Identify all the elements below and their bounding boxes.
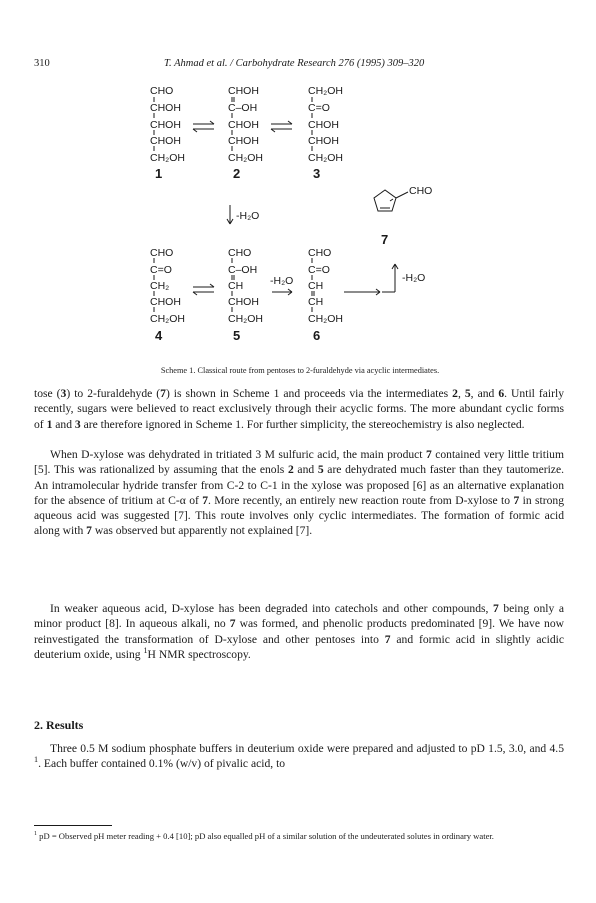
compound-label-7: 7 (381, 232, 389, 247)
c4-line-4: CHOH (150, 296, 181, 308)
reaction-scheme (0, 80, 596, 365)
compound-1 (150, 85, 185, 181)
compound-label-3: 3 (313, 166, 321, 181)
c1-line-4: CHOH (150, 135, 181, 147)
compound-3 (308, 85, 343, 181)
c6-line-1: CHO (308, 247, 332, 259)
c6-line-5: CH₂OH (308, 313, 343, 325)
paragraph-2: When D-xylose was dehydrated in tritiated 3 M sulfuric acid, the main product 7 contained very little tritium [5]. This was rationalized by assuming that the enols 2 and 5 are dehydrated much faster than they tautomerize. An intramolecular hydride transfer from C-2 to C-1 in the xylose was proposed [6] as an alternative explanation for the absence of tritium at C-α of 7. More recently, an entirely new reaction route from D-xylose to 7 in strong aqueous acid was suggested [7]. This route involves only cyclic intermediates. The formation of formic acid along with 7 was observed but apparently not explained [7]. (34, 448, 564, 538)
c7-substituent: CHO (409, 185, 433, 197)
c3-line-1: CH₂OH (308, 85, 343, 97)
c2-line-1: CHOH (228, 85, 259, 97)
c5-line-3: CH (228, 280, 244, 292)
c2-line-5: CH₂OH (228, 152, 263, 164)
c5-line-1: CHO (228, 247, 252, 259)
c5-line-2: C–OH (228, 264, 258, 276)
minus-water-label-down: -H₂O (236, 210, 260, 222)
c5-line-5: CH₂OH (228, 313, 263, 325)
c2-line-2: C–OH (228, 102, 258, 114)
footnote-rule (34, 825, 112, 826)
compound-4 (150, 247, 185, 343)
compound-7 (381, 185, 432, 247)
compound-label-2: 2 (233, 166, 241, 181)
scheme-caption: Scheme 1. Classical route from pentoses to 2-furaldehyde via acyclic intermediates. (160, 366, 440, 375)
c5-line-4: CHOH (228, 296, 259, 308)
c3-line-3: CHOH (308, 119, 339, 131)
c3-line-5: CH₂OH (308, 152, 343, 164)
c6-line-4: CH (308, 296, 324, 308)
c6-line-2: C=O (308, 264, 330, 276)
minus-water-label-right: -H₂O (270, 275, 294, 287)
compound-6 (308, 247, 343, 343)
c1-line-5: CH₂OH (150, 152, 185, 164)
c1-line-3: CHOH (150, 119, 181, 131)
c2-line-3: CHOH (228, 119, 259, 131)
c4-line-1: CHO (150, 247, 174, 259)
compound-label-5: 5 (233, 328, 241, 343)
c3-line-2: C=O (308, 102, 330, 114)
paragraph-4: Three 0.5 M sodium phosphate buffers in deuterium oxide were prepared and adjusted to pD 1.5, 3.0, and 4.5 $^1$. Each buffer contained 0.1% (w/v) of pivalic acid, to (34, 742, 564, 771)
c4-line-3: CH₂ (150, 280, 170, 292)
c1-line-2: CHOH (150, 102, 181, 114)
c6-line-3: CH (308, 280, 324, 292)
compound-label-1: 1 (155, 166, 163, 181)
page-number: 310 (34, 58, 50, 69)
compound-label-6: 6 (313, 328, 321, 343)
minus-water-label-up: -H₂O (402, 272, 426, 284)
c4-line-5: CH₂OH (150, 313, 185, 325)
footnote-text: pD = Observed pH meter reading + 0.4 [10]; pD also equalled pH of a similar solution of the undeuterated solutes in ordinary water. (37, 831, 494, 841)
running-title: T. Ahmad et al. / Carbohydrate Research 276 (1995) 309–320 (164, 58, 425, 69)
c2-line-4: CHOH (228, 135, 259, 147)
c1-line-1: CHO (150, 85, 174, 97)
c4-line-2: C=O (150, 264, 172, 276)
paragraph-3: In weaker aqueous acid, D-xylose has been degraded into catechols and other compounds, 7 being only a minor product [8]. In aqueous alkali, no 7 was formed, and phenolic products predominated [9]. We have now reinvestigated the transformation of D-xylose and other pentoses into 7 and formic acid in slightly acidic deuterium oxide, using $^1$H NMR spectroscopy. (34, 602, 565, 661)
paragraph-1: tose (3) to 2-furaldehyde (7) is shown in Scheme 1 and proceeds via the intermediates 2, 5, and 6. Until fairly recently, sugars were believed to react exclusively through their acyclic forms. The more abundant cyclic forms of 1 and 3 are therefore ignored in Scheme 1. For further simplicity, the stereochemistry is also neglected. (34, 387, 564, 431)
footnote-mark: 1 (34, 831, 38, 838)
compound-2 (228, 85, 263, 181)
compound-label-4: 4 (155, 328, 163, 343)
page-header (34, 58, 564, 74)
compound-5 (228, 247, 263, 343)
c3-line-4: CHOH (308, 135, 339, 147)
footnote (34, 830, 564, 842)
section-heading: 2. Results (34, 718, 84, 732)
